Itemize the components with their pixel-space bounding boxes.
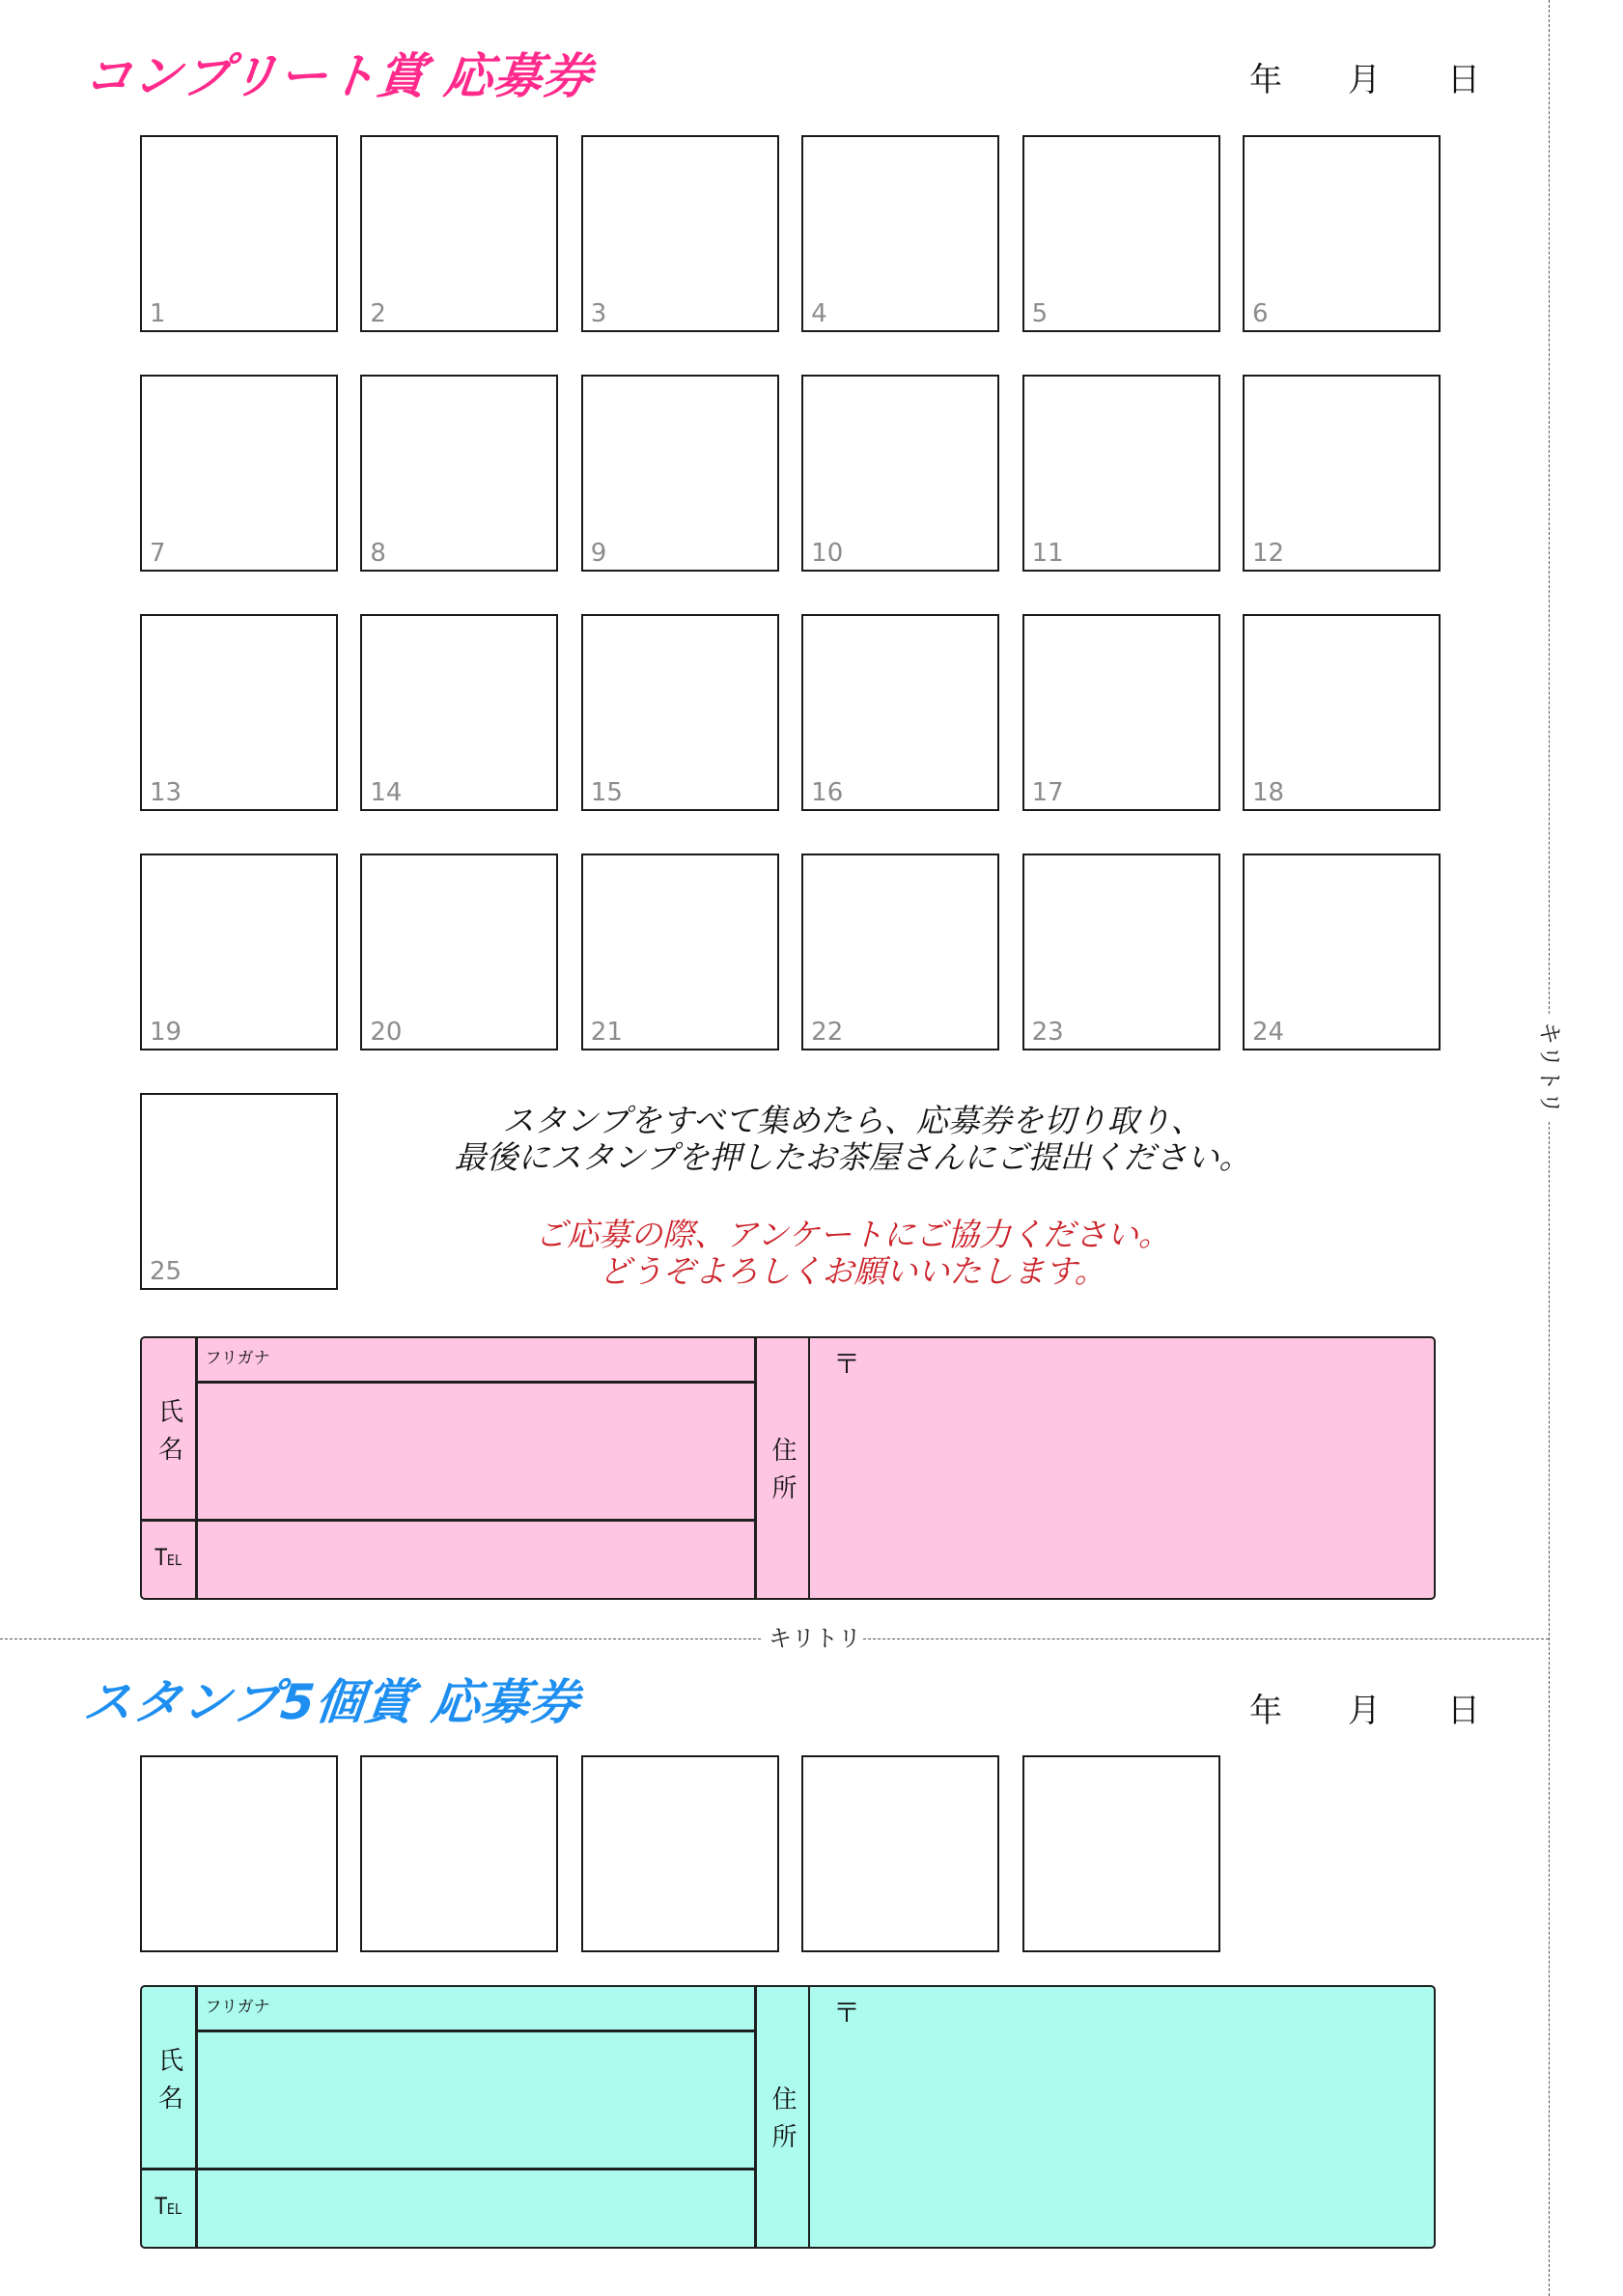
horizontal-cut-line	[863, 1638, 1549, 1639]
stamp-box	[1022, 854, 1220, 1050]
stamp-box	[581, 1755, 779, 1952]
form-divider	[195, 1338, 198, 1598]
tel-label: TEL	[154, 2193, 182, 2221]
stamp-box	[1022, 1755, 1220, 1952]
tel-label-cell	[142, 1522, 195, 1598]
name-field[interactable]	[198, 1384, 755, 1520]
stamp-box	[581, 135, 779, 332]
complete-prize-title: コンプリート賞 応募券	[80, 48, 596, 104]
postal-mark: 〒	[833, 1348, 861, 1380]
stamp-box	[140, 614, 338, 811]
name-field[interactable]	[198, 2032, 755, 2169]
address-label: 住所	[768, 1436, 797, 1512]
stamp-number: 4	[811, 299, 827, 328]
vertical-cut-line	[1549, 1122, 1550, 2296]
notice-line: どうぞよろしくお願いいたします。	[599, 1252, 1106, 1290]
name-label-cell	[142, 1987, 195, 2168]
stamp-number: 21	[590, 1018, 623, 1047]
stamp-number: 13	[150, 778, 182, 807]
stamp-box	[140, 854, 338, 1050]
stamp-number: 23	[1031, 1018, 1064, 1047]
stamp-box	[140, 375, 338, 572]
stamp-number: 17	[1031, 778, 1064, 807]
address-label: 住所	[768, 2085, 797, 2161]
stamp-box	[360, 135, 558, 332]
instructions-line: スタンプをすべて集めたら、応募券を切り取り、	[502, 1102, 1203, 1139]
stamp-box	[140, 1755, 338, 1952]
stamp-box	[1022, 375, 1220, 572]
stamp-box	[581, 614, 779, 811]
stamp-number: 20	[370, 1018, 403, 1047]
stamp-box	[581, 854, 779, 1050]
form-divider	[142, 1519, 755, 1522]
tel-label: TEL	[154, 1544, 182, 1572]
tel-field[interactable]	[198, 2170, 755, 2247]
stamp-number: 3	[590, 299, 607, 328]
date-month-label: 月	[1348, 61, 1381, 99]
stamp-number: 19	[150, 1018, 182, 1047]
horizontal-cut-line	[0, 1638, 761, 1639]
name-label: 氏名	[154, 2046, 183, 2122]
stamp-number: 12	[1251, 539, 1285, 568]
entry-form	[140, 1985, 1436, 2249]
stamp-box	[140, 1093, 338, 1290]
vertical-cut-line-label: キリトリ	[1536, 1022, 1563, 1114]
horizontal-cut-line-label: キリトリ	[769, 1625, 861, 1652]
notice-text	[418, 1217, 1287, 1290]
stamp-box	[801, 135, 999, 332]
form-divider	[142, 2168, 755, 2170]
entry-form	[140, 1336, 1436, 1600]
five-stamp-prize-title: スタンプ5個賞 応募券	[80, 1674, 583, 1730]
notice-line: ご応募の際、アンケートにご協力ください。	[534, 1216, 1171, 1253]
stamp-number: 8	[370, 539, 386, 568]
date-year-label: 年	[1249, 1692, 1282, 1730]
stamp-number: 24	[1251, 1018, 1285, 1047]
stamp-box	[1243, 614, 1441, 811]
stamp-box	[360, 1755, 558, 1952]
stamp-number: 10	[811, 539, 844, 568]
stamp-number: 14	[370, 778, 403, 807]
address-field[interactable]	[810, 1338, 1433, 1597]
stamp-number: 25	[150, 1257, 182, 1286]
furigana-label: フリガナ	[205, 1998, 270, 2017]
stamp-box	[801, 375, 999, 572]
stamp-box	[360, 375, 558, 572]
stamp-number: 9	[590, 539, 607, 568]
address-field[interactable]	[810, 1987, 1433, 2246]
stamp-box	[1022, 135, 1220, 332]
tel-field[interactable]	[198, 1522, 755, 1598]
stamp-number: 7	[150, 539, 166, 568]
stamp-box	[581, 375, 779, 572]
stamp-number: 1	[150, 299, 166, 328]
stamp-box	[1022, 614, 1220, 811]
form-divider	[197, 1381, 755, 1384]
vertical-cut-line	[1549, 0, 1550, 1014]
postal-mark: 〒	[833, 1997, 861, 2029]
stamp-box	[801, 614, 999, 811]
stamp-number: 15	[590, 778, 623, 807]
instructions-line: 最後にスタンプを押したお茶屋さんにご提出ください。	[454, 1138, 1251, 1176]
address-label-cell	[757, 1338, 808, 1597]
stamp-box	[801, 854, 999, 1050]
instructions-text	[418, 1103, 1287, 1176]
date-year-label: 年	[1249, 61, 1282, 99]
form-divider	[754, 1338, 757, 1598]
form-divider	[197, 2030, 755, 2032]
stamp-box	[140, 135, 338, 332]
form-divider	[808, 1338, 811, 1598]
furigana-field[interactable]	[198, 1338, 755, 1381]
form-divider	[808, 1987, 811, 2247]
stamp-box	[1243, 375, 1441, 572]
date-day-label: 日	[1447, 1692, 1480, 1730]
furigana-label: フリガナ	[205, 1349, 270, 1368]
form-divider	[195, 1987, 198, 2247]
stamp-number: 5	[1031, 299, 1049, 328]
stamp-number: 18	[1251, 778, 1285, 807]
date-month-label: 月	[1348, 1692, 1381, 1730]
address-label-cell	[757, 1987, 808, 2246]
form-divider	[754, 1987, 757, 2247]
stamp-number: 11	[1031, 539, 1064, 568]
furigana-field[interactable]	[198, 1987, 755, 2030]
name-label-cell	[142, 1338, 195, 1519]
stamp-box	[1243, 854, 1441, 1050]
stamp-number: 2	[370, 299, 386, 328]
name-label: 氏名	[154, 1397, 183, 1473]
stamp-number: 16	[811, 778, 844, 807]
stamp-box	[360, 614, 558, 811]
stamp-number: 6	[1251, 299, 1269, 328]
date-day-label: 日	[1447, 61, 1480, 99]
stamp-grid	[140, 1755, 1441, 1952]
tel-label-cell	[142, 2170, 195, 2247]
stamp-number: 22	[811, 1018, 844, 1047]
stamp-box	[360, 854, 558, 1050]
stamp-box	[801, 1755, 999, 1952]
stamp-box	[1243, 135, 1441, 332]
